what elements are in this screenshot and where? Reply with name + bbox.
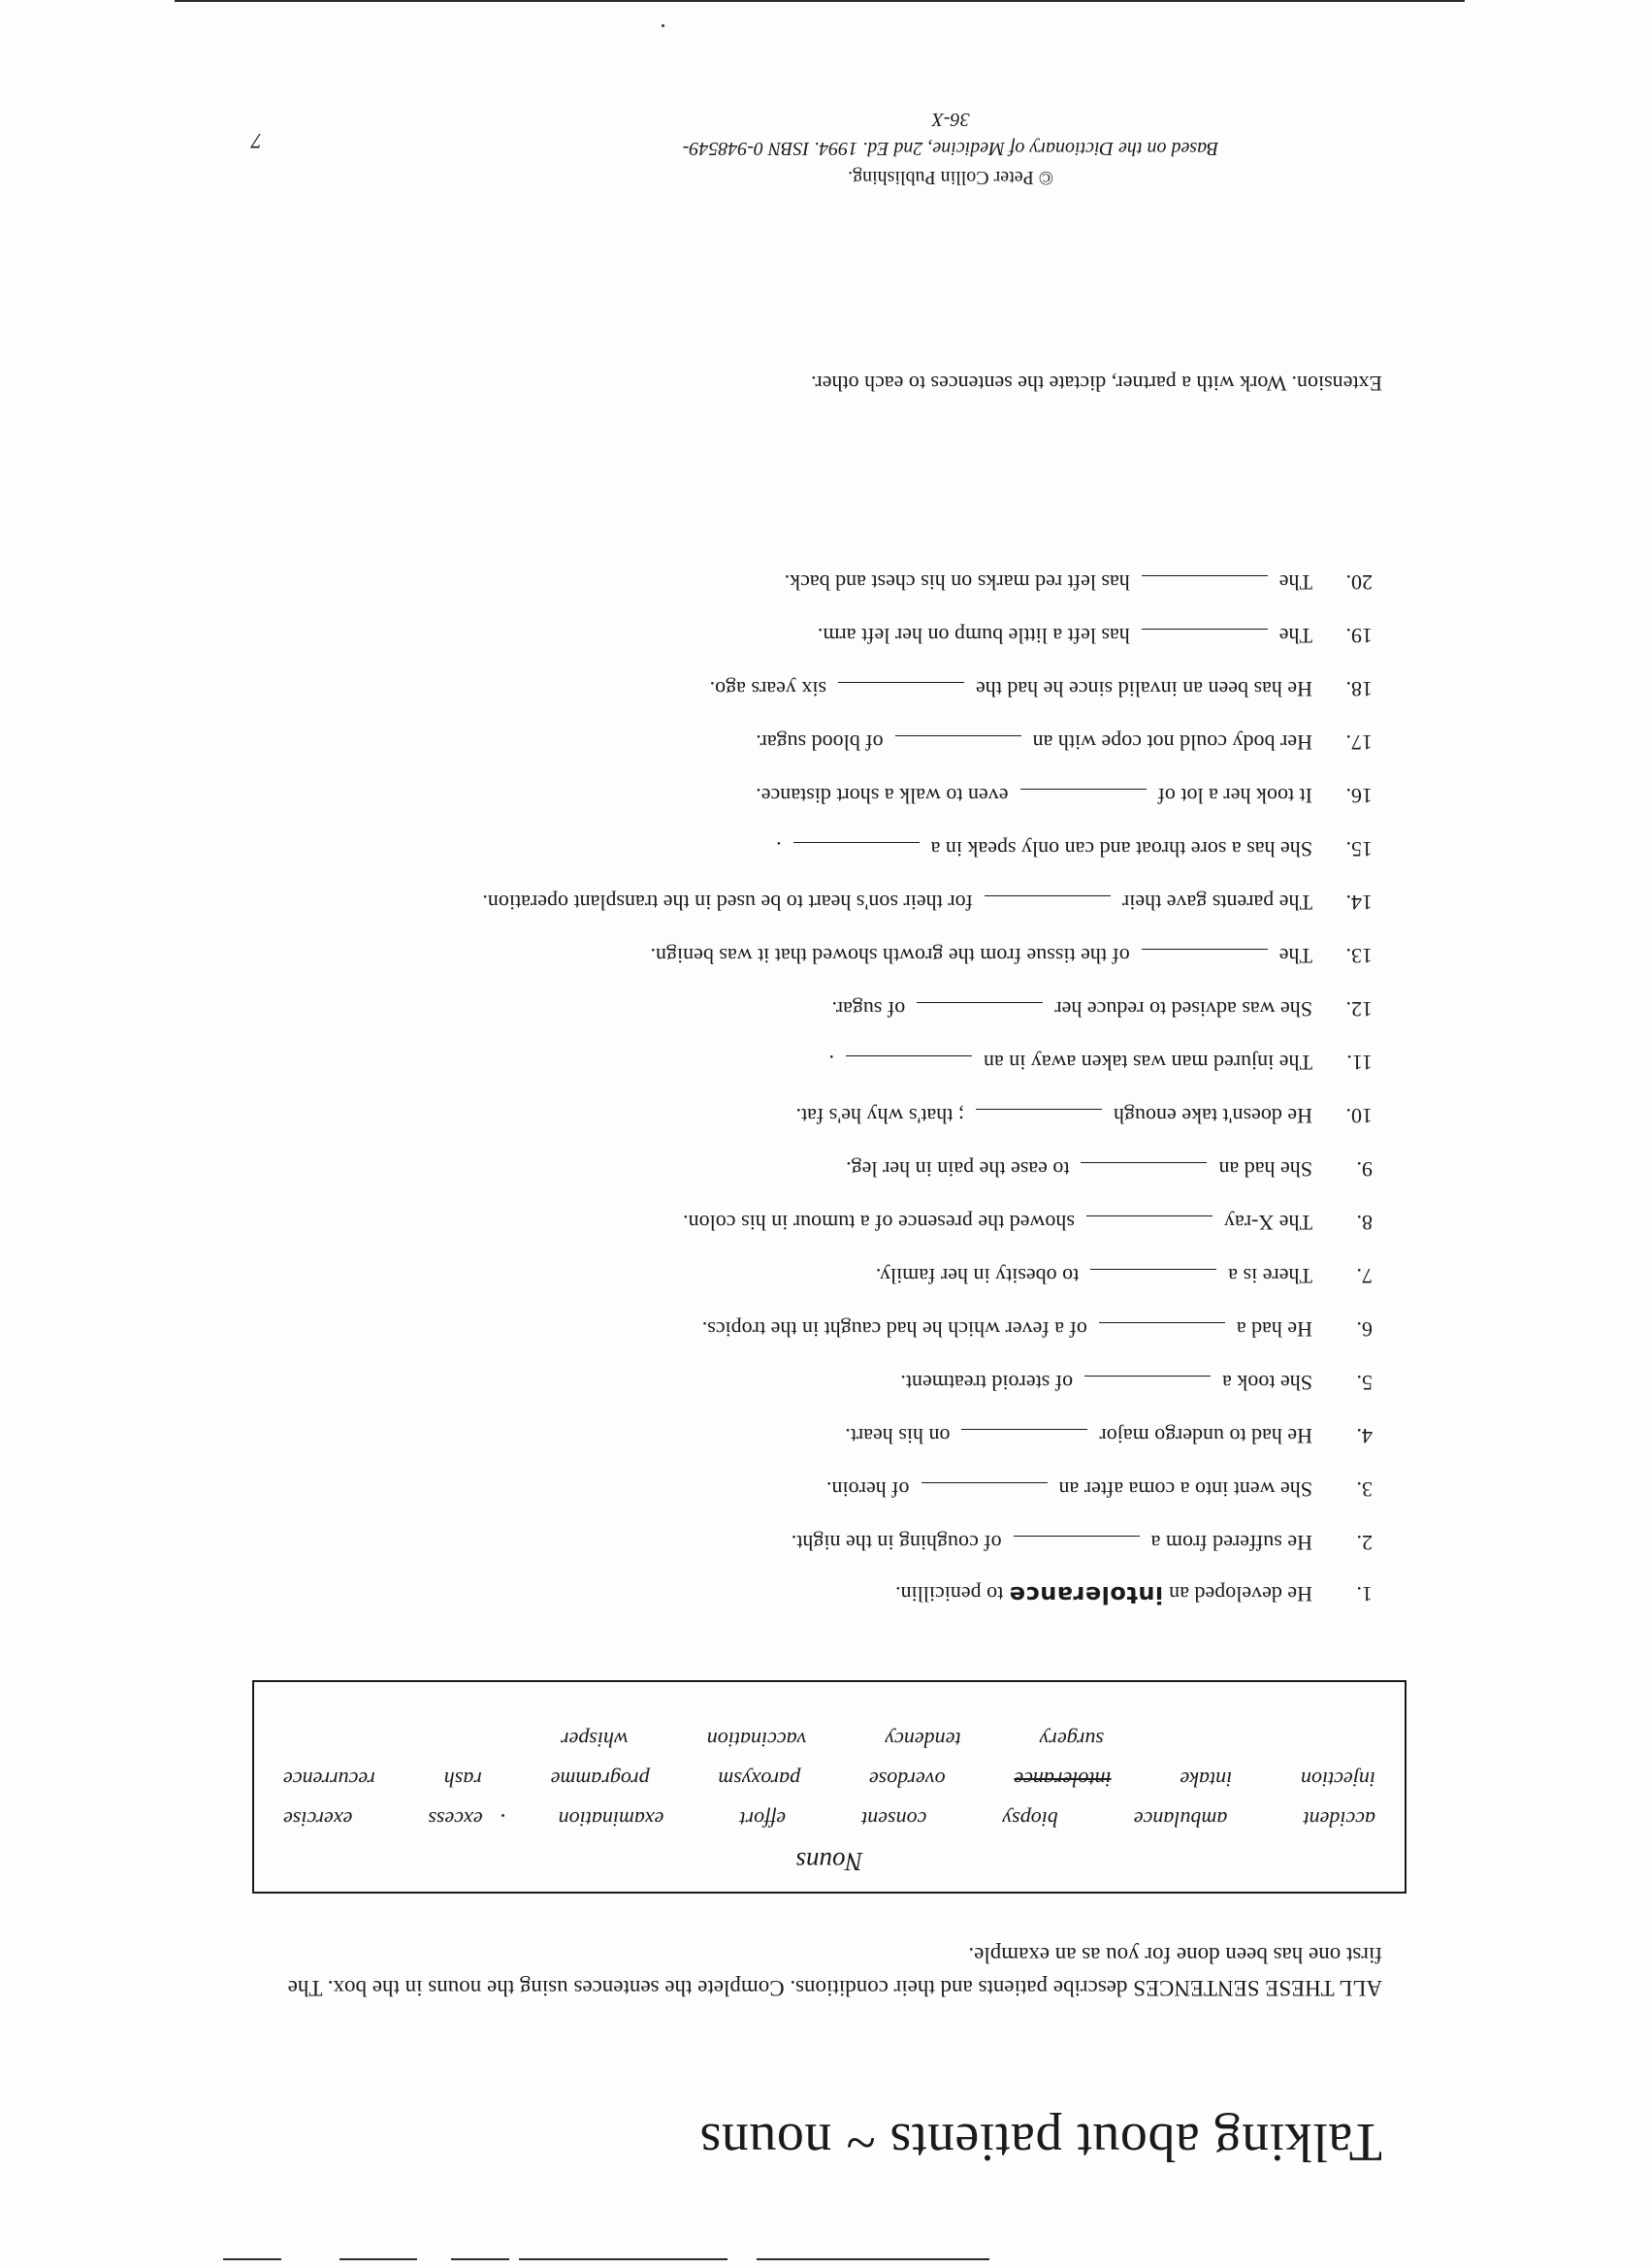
scan-dot <box>662 24 664 27</box>
copyright <box>679 105 1222 192</box>
noun-word: vaccination <box>706 1728 807 1752</box>
answer-blank[interactable] <box>1084 1376 1211 1377</box>
noun-word: overdose <box>868 1767 946 1792</box>
noun-word: whisper <box>561 1728 629 1752</box>
noun-row-1 <box>283 1806 1375 1831</box>
answer-blank[interactable] <box>961 1429 1087 1431</box>
scan-line <box>175 0 1465 2</box>
answer-blank[interactable] <box>917 1002 1043 1004</box>
answer-blank[interactable] <box>895 735 1021 737</box>
scan-line <box>757 2259 989 2261</box>
noun-word: effort <box>739 1807 787 1831</box>
sentence-6: 6. He had a of a fever which he had caught in the tropics. <box>701 1317 1373 1342</box>
sentence-18: 18. He has been an invalid since he had the six years ago. <box>709 677 1373 701</box>
noun-word: ambulance <box>1133 1807 1228 1831</box>
noun-row-3 <box>561 1727 1104 1752</box>
source-line: Based on the Dictionary of Medicine, 2nd Ed. 1994. ISBN 0-948549-36-X <box>682 109 1219 159</box>
scan-line <box>451 2259 509 2261</box>
answer-blank[interactable] <box>838 682 964 684</box>
page-number: 7 <box>251 129 262 153</box>
noun-word-used: intolerance <box>1014 1767 1112 1792</box>
extension-note: Extension. Work with a partner, dictate the sentences to each other. <box>811 372 1382 396</box>
answer-blank[interactable] <box>1020 789 1147 791</box>
sentence-1: 1. He developed an intolerance to penicillin. <box>895 1581 1373 1608</box>
sentence-19: 19. The has left a little bump on her left arm. <box>817 624 1373 648</box>
answer-blank[interactable] <box>1099 1322 1225 1324</box>
nouns-heading: Nouns <box>795 1847 863 1876</box>
sentence-2: 2. He suffered from a of coughing in the night. <box>791 1531 1373 1555</box>
sentence-3: 3. She went into a coma after an of heroin. <box>826 1477 1373 1502</box>
noun-word: accident <box>1303 1807 1375 1831</box>
sentence-8: 8. The X-ray showed the presence of a tumour in his colon. <box>683 1211 1373 1235</box>
noun-word: rash <box>443 1767 482 1792</box>
sentence-20: 20. The has left red marks on his chest and back. <box>784 570 1373 595</box>
noun-word: programme <box>550 1767 650 1792</box>
noun-word: intake <box>1180 1767 1233 1792</box>
answer-blank[interactable] <box>1086 1215 1212 1217</box>
sentence-16: 16. It took her a lot of even to walk a short distance. <box>756 784 1373 808</box>
scan-line <box>223 2259 281 2261</box>
noun-word: paroxysm <box>718 1767 801 1792</box>
answer-blank[interactable] <box>922 1482 1048 1484</box>
sentence-17: 17. Her body could not cope with an of blood sugar. <box>756 730 1373 755</box>
noun-word: injection <box>1301 1767 1375 1792</box>
scan-line <box>340 2259 417 2261</box>
answer-blank[interactable] <box>1142 575 1268 577</box>
nouns-box <box>252 1680 1406 1894</box>
sentence-4: 4. He had to undergo major on his heart. <box>845 1424 1373 1448</box>
noun-word: recurrence <box>283 1767 375 1792</box>
noun-word: exercise <box>283 1807 353 1831</box>
sentence-12: 12. She was advised to reduce her of sugar. <box>831 997 1373 1021</box>
noun-word: biopsy <box>1002 1807 1058 1831</box>
copyright-line: © Peter Collin Publishing. <box>848 167 1053 188</box>
answer-blank[interactable] <box>846 1055 972 1057</box>
sentence-11: 11. The injured man was taken away in an . <box>828 1051 1373 1075</box>
answer-blank[interactable] <box>985 895 1111 897</box>
noun-word: excess <box>428 1807 483 1831</box>
page-title: Talking about patients ~ nouns <box>699 2112 1382 2172</box>
answer-blank[interactable] <box>1142 949 1268 951</box>
answer-blank[interactable] <box>1014 1536 1140 1538</box>
answer-blank[interactable] <box>976 1109 1102 1111</box>
sentence-10: 10. He doesn't take enough ; that's why he's fat. <box>795 1104 1373 1128</box>
sentence-7: 7. There is a to obesity in her family. <box>875 1264 1373 1288</box>
sentence-5: 5. She took a of steroid treatment. <box>900 1371 1373 1395</box>
answer-blank[interactable] <box>793 842 920 844</box>
scan-line <box>519 2259 728 2261</box>
answer-blank[interactable] <box>1081 1162 1207 1164</box>
noun-word: surgery <box>1039 1728 1104 1752</box>
noun-word: tendency <box>885 1728 961 1752</box>
sentence-14: 14. The parents gave their for their son's heart to be used in the transplant operation. <box>482 891 1373 915</box>
sentence-9: 9. She had an to ease the pain in her leg. <box>846 1157 1373 1182</box>
noun-word: consent <box>861 1807 927 1831</box>
instructions: ALL THESE SENTENCES describe patients and their conditions. Complete the sentences using the nouns in the box. The first one has been done for you as an example. <box>287 1943 1382 2000</box>
noun-row-2 <box>283 1766 1375 1792</box>
example-answer: intolerance <box>1009 1581 1164 1608</box>
answer-blank[interactable] <box>1090 1269 1216 1271</box>
sentence-13: 13. The of the tissue from the growth showed that it was benign. <box>650 944 1373 968</box>
noun-word: examination <box>558 1807 664 1831</box>
sentence-15: 15. She has a sore throat and can only speak in a . <box>776 837 1373 861</box>
answer-blank[interactable] <box>1142 629 1268 631</box>
